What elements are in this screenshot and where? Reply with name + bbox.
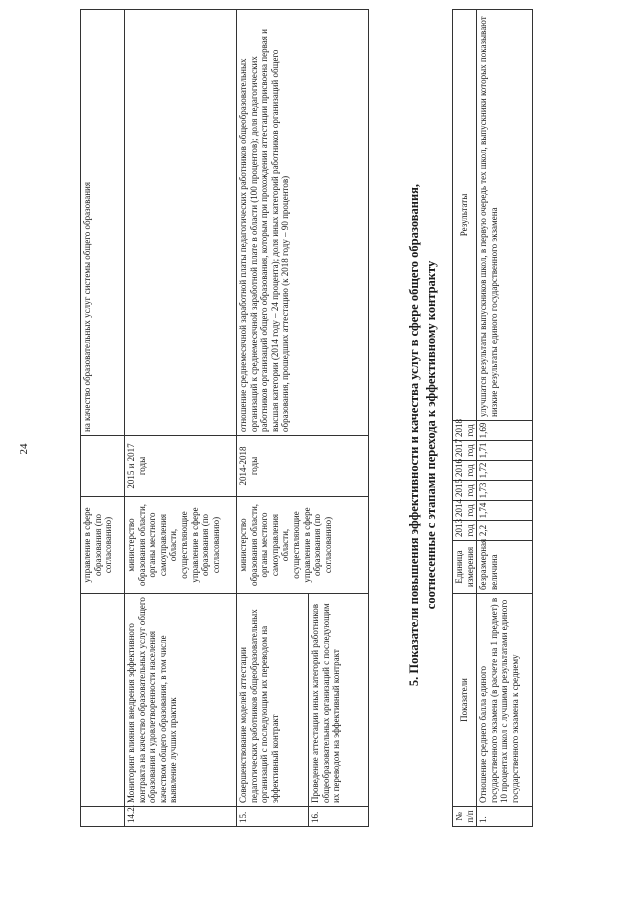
table-row	[237, 10, 309, 827]
page-number: 24	[18, 443, 30, 455]
num-cell: 16.	[309, 807, 369, 827]
responsible-cell: министерство образования области, органы местного самоуправления области, осуществляющие управление в сфере образования (по согласованию)	[125, 497, 237, 594]
table-header-row	[453, 10, 477, 827]
term-cell	[81, 436, 125, 497]
table-row	[125, 10, 237, 827]
term-cell: 2014-2018 годы	[237, 436, 369, 497]
value-cell: 1,71	[477, 441, 533, 461]
responsible-cell: министерство образования области, органы местного самоуправления области, осуществляющие управление в сфере образования (по согласованию)	[237, 497, 369, 594]
header-year: 2014 год	[453, 501, 477, 521]
action-cell: Совершенствование моделей аттестации педагогических работников общеобразовательных организаций с последующим их переводом на эффективный контракт	[237, 594, 309, 807]
section-title-line: соотнесенные с этапами перехода к эффективному контракту	[423, 260, 438, 610]
header-year: 2017 год	[453, 441, 477, 461]
header-unit: Единица измерения	[453, 541, 477, 594]
header-year: 2015 год	[453, 481, 477, 501]
table-row	[477, 10, 533, 827]
header-indicator: Показатели	[453, 594, 477, 807]
section-title	[406, 85, 440, 785]
section-title-line: 5. Показатели повышения эффективности и качества услуг в сфере общего образования,	[407, 183, 421, 687]
result-cell	[125, 10, 237, 436]
result-cell: на качество образовательных услуг системы общего образования	[81, 10, 125, 436]
table-row	[81, 10, 125, 827]
action-cell: Проведение аттестации иных категорий работников общеобразовательных организаций с последующим их переводом на эффективный контракт	[309, 594, 369, 807]
num-cell: 15.	[237, 807, 309, 827]
num-cell: 1.	[477, 807, 533, 827]
num-cell: 14.2.	[125, 807, 237, 827]
unit-cell: безразмерная величина	[477, 541, 533, 594]
indicators-table	[452, 9, 533, 827]
header-num: № п/п	[453, 807, 477, 827]
header-year: 2016 год	[453, 461, 477, 481]
value-cell: 1,73	[477, 481, 533, 501]
value-cell: 1,74	[477, 501, 533, 521]
result-cell: улучшатся результаты выпускников школ, в первую очередь тех школ, выпускники которых показывают низкие результаты единого государственного экзамена	[477, 10, 533, 421]
num-cell	[81, 807, 125, 827]
value-cell: 1,69	[477, 421, 533, 441]
action-cell	[81, 594, 125, 807]
action-cell: Мониторинг влияния внедрения эффективного контракта на качество образовательных услуг общего образования и удовлетворенности населения качеством общего образования, в том числе выявление лучших практик	[125, 594, 237, 807]
action-plan-table	[80, 9, 369, 827]
header-year: 2013 год	[453, 521, 477, 541]
result-cell: отношение среднемесячной заработной платы педагогических работников общеобразовательных организаций к среднемесячной заработной плате в области (100 процентов); доля педагогических работников организаций общего образования, которым при прохождении аттестации присвоена первая и высшая категории (2014 году – 24 процента); доля иных категорий работников организаций общего образования, прошедших аттестацию (к 2018 году – 90 процентов)	[237, 10, 369, 436]
header-year: 2018 год	[453, 421, 477, 441]
indicator-cell: Отношение среднего балла единого государственного экзамена (в расчете на 1 предмет) в 10 процентах школ с лучшими результатами единого государственного экзамена к среднему	[477, 594, 533, 807]
term-cell: 2015 и 2017 годы	[125, 436, 237, 497]
responsible-cell: управление в сфере образования (по согласованию)	[81, 497, 125, 594]
header-result: Результаты	[453, 10, 477, 421]
value-cell: 1,72	[477, 461, 533, 481]
value-cell: 2,2	[477, 521, 533, 541]
